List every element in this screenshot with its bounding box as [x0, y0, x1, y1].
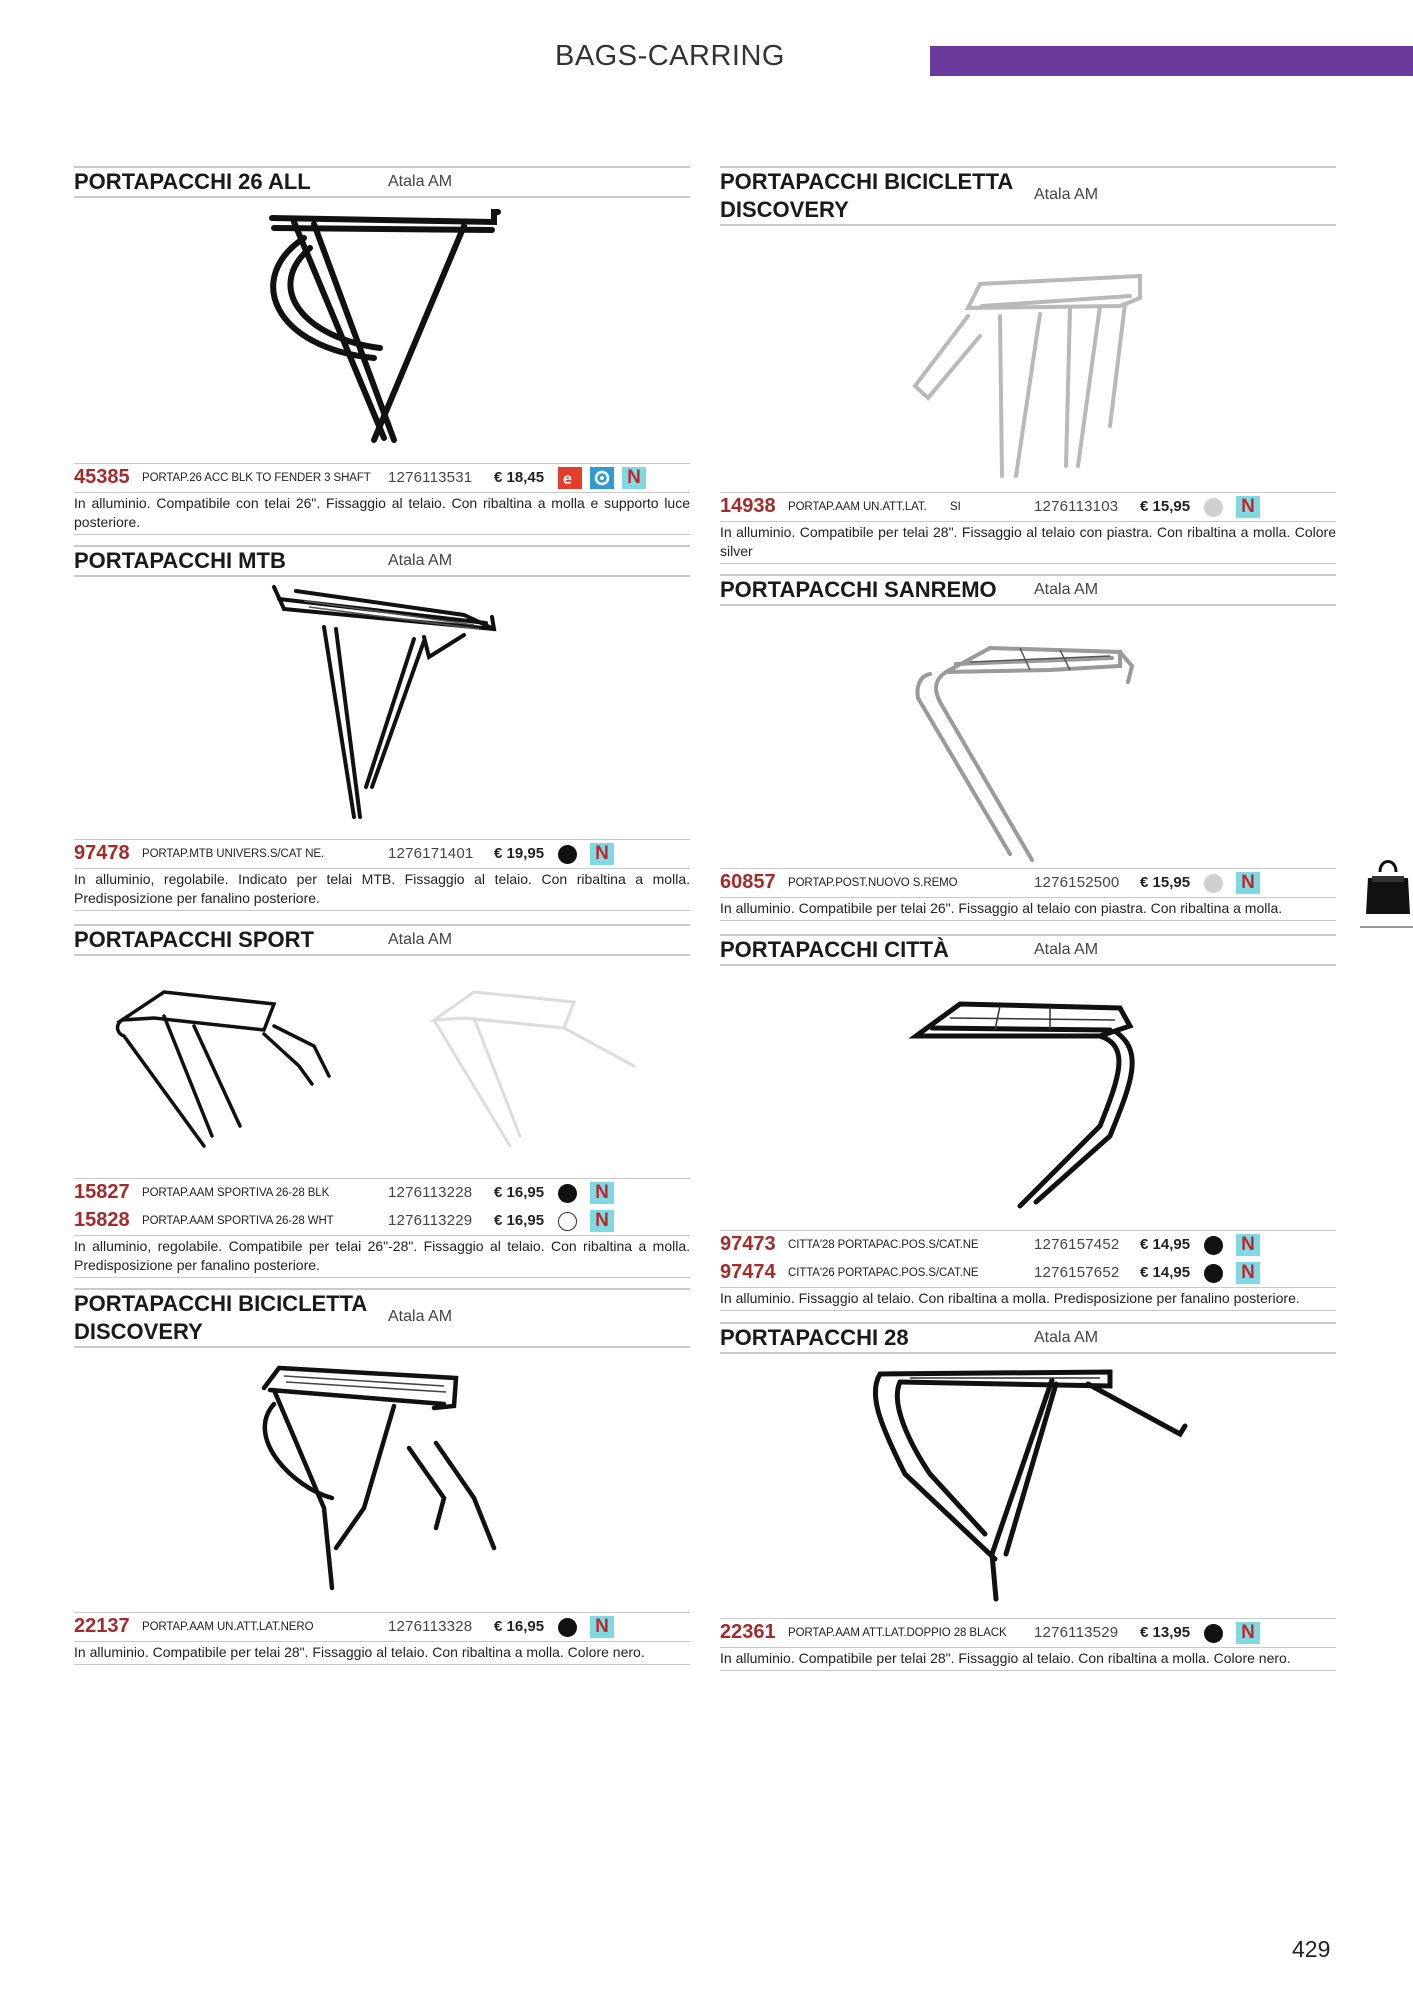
section-title: PORTAPACCHI SPORT — [74, 927, 314, 952]
page-number: 429 — [1292, 1936, 1331, 1962]
product-code: 22137 — [74, 1615, 130, 1637]
section-brand: Atala AM — [1034, 1329, 1099, 1346]
rack-image — [74, 956, 690, 1178]
product-description: In alluminio. Compatibile per telai 28". Fissaggio al telaio. Con ribaltina a molla. Colore nero. — [74, 1641, 690, 1665]
new-badge: N — [590, 1210, 614, 1232]
section-title-line1: PORTAPACCHI BICICLETTA — [74, 1291, 368, 1316]
rack-image — [720, 226, 1336, 492]
product-name: CITTA'26 PORTAPAC.POS.S/CAT.NE — [788, 1267, 979, 1279]
color-silver-swatch — [1204, 874, 1223, 893]
product-image — [74, 198, 690, 463]
new-badge: N — [1236, 496, 1260, 518]
product-ean: 1276113531 — [388, 469, 473, 486]
product-name: CITTA'28 PORTAPAC.POS.S/CAT.NE — [788, 1239, 979, 1251]
section-portapacchi-26-all — [74, 166, 690, 535]
new-badge: N — [1236, 1234, 1260, 1256]
product-name: PORTAP.AAM ATT.LAT.DOPPIO 28 BLACK — [788, 1627, 1007, 1639]
section-title: PORTAPACCHI 26 ALL — [74, 169, 311, 194]
section-portapacchi-citta — [720, 934, 1336, 1311]
product-name: PORTAP.AAM UN.ATT.LAT. — [788, 501, 927, 513]
section-header — [720, 574, 1336, 606]
color-silver-swatch — [1204, 498, 1223, 517]
product-price: € 15,95 — [1140, 874, 1191, 891]
product-price: € 14,95 — [1140, 1236, 1191, 1253]
product-row[interactable] — [720, 868, 1336, 897]
product-row[interactable] — [74, 839, 690, 868]
product-description: In alluminio. Compatibile per telai 28". Fissaggio al telaio con piastra. Con ribaltina a molla. Colore silver — [720, 521, 1336, 564]
product-ean: 1276157452 — [1034, 1236, 1120, 1253]
new-badge: N — [1236, 1262, 1260, 1284]
section-brand: Atala AM — [388, 1308, 453, 1325]
section-header — [74, 1288, 690, 1348]
product-code: 97473 — [720, 1233, 776, 1255]
page-header-title: BAGS-CARRING — [555, 40, 785, 72]
product-image — [720, 606, 1336, 868]
product-row[interactable] — [74, 1207, 690, 1235]
product-price: € 13,95 — [1140, 1624, 1191, 1641]
product-price: € 16,95 — [494, 1212, 545, 1229]
product-description: In alluminio. Fissaggio al telaio. Con ribaltina a molla. Predisposizione per fanalino posteriore. — [720, 1287, 1336, 1311]
section-portapacchi-sanremo — [720, 574, 1336, 921]
product-code: 97474 — [720, 1261, 776, 1283]
product-price: € 16,95 — [494, 1184, 545, 1201]
product-ean: 1276113328 — [388, 1618, 473, 1635]
rack-image — [720, 1354, 1336, 1618]
svg-text:e: e — [563, 471, 572, 488]
product-ean: 1276152500 — [1034, 874, 1120, 891]
section-header — [74, 924, 690, 956]
section-portapacchi-mtb — [74, 545, 690, 911]
section-header — [74, 545, 690, 577]
product-name: PORTAP.POST.NUOVO S.REMO — [788, 877, 958, 889]
product-description: In alluminio, regolabile. Compatibile per telai 26"-28". Fissaggio al telaio. Con ribaltina a molla. Predisposizione per fanalino posteriore. — [74, 1235, 690, 1278]
product-price: € 18,45 — [494, 469, 545, 486]
product-description: In alluminio. Compatibile con telai 26". Fissaggio al telaio. Con ribaltina a molla e supporto luce posteriore. — [74, 492, 690, 535]
new-badge: N — [590, 1182, 614, 1204]
color-black-swatch — [558, 845, 577, 864]
rack-image — [720, 606, 1336, 868]
header-accent-bar — [930, 46, 1413, 76]
section-brand: Atala AM — [388, 931, 453, 948]
category-side-tab[interactable] — [1360, 848, 1413, 928]
section-brand: Atala AM — [388, 173, 453, 190]
section-brand: Atala AM — [1034, 186, 1099, 203]
rack-image — [720, 966, 1336, 1230]
product-row[interactable] — [720, 492, 1336, 521]
new-badge: N — [622, 467, 646, 489]
product-image — [74, 1348, 690, 1612]
color-black-swatch — [558, 1618, 577, 1637]
handbag-icon — [1360, 848, 1413, 926]
new-badge: N — [1236, 872, 1260, 894]
product-row[interactable] — [720, 1230, 1336, 1259]
product-row[interactable] — [74, 1178, 690, 1207]
color-black-swatch — [1204, 1264, 1223, 1283]
section-portapacchi-sport — [74, 924, 690, 1278]
product-ean: 1276113529 — [1034, 1624, 1119, 1641]
product-code: 22361 — [720, 1621, 776, 1643]
product-code: 14938 — [720, 495, 776, 517]
new-badge: N — [590, 843, 614, 865]
product-price: € 15,95 — [1140, 498, 1191, 515]
section-brand: Atala AM — [388, 552, 453, 569]
product-image — [720, 966, 1336, 1230]
product-name: PORTAP.AAM UN.ATT.LAT.NERO — [142, 1621, 314, 1633]
product-image — [74, 956, 690, 1178]
section-title-line1: PORTAPACCHI BICICLETTA — [720, 169, 1014, 194]
product-ean: 1276113103 — [1034, 498, 1119, 515]
product-price: € 16,95 — [494, 1618, 545, 1635]
product-image — [720, 1354, 1336, 1618]
product-code: 45385 — [74, 466, 130, 488]
section-portapacchi-discovery-silver — [720, 166, 1336, 564]
gear-icon — [590, 467, 614, 489]
product-code: 15828 — [74, 1209, 130, 1231]
color-black-swatch — [1204, 1236, 1223, 1255]
color-white-swatch — [558, 1212, 577, 1231]
product-ean: 1276113229 — [388, 1212, 473, 1229]
product-row[interactable] — [74, 463, 690, 492]
section-title: PORTAPACCHI SANREMO — [720, 577, 997, 602]
product-description: In alluminio. Compatibile per telai 28". Fissaggio al telaio. Con ribaltina a molla. Colore nero. — [720, 1647, 1336, 1671]
product-ean: 1276171401 — [388, 845, 474, 862]
product-code: 60857 — [720, 871, 776, 893]
rack-image — [74, 1348, 690, 1612]
section-brand: Atala AM — [1034, 941, 1099, 958]
product-row[interactable] — [720, 1618, 1336, 1647]
e-bike-icon — [558, 467, 582, 489]
rack-image — [74, 577, 690, 839]
product-code: 15827 — [74, 1181, 130, 1203]
section-header — [720, 934, 1336, 966]
product-description: In alluminio, regolabile. Indicato per telai MTB. Fissaggio al telaio. Con ribaltina a molla. Predisposizione per fanalino posteriore. — [74, 868, 690, 911]
section-title: PORTAPACCHI CITTÀ — [720, 937, 949, 962]
product-image — [720, 226, 1336, 492]
product-name: PORTAP.26 ACC BLK TO FENDER 3 SHAFT — [142, 472, 371, 484]
product-code: 97478 — [74, 842, 130, 864]
product-name: PORTAP.AAM SPORTIVA 26-28 BLK — [142, 1187, 330, 1199]
product-ean: 1276157652 — [1034, 1264, 1120, 1281]
section-portapacchi-discovery-black — [74, 1288, 690, 1665]
new-badge: N — [590, 1616, 614, 1638]
product-price: € 14,95 — [1140, 1264, 1191, 1281]
new-badge: N — [1236, 1622, 1260, 1644]
product-image — [74, 577, 690, 839]
section-title: PORTAPACCHI MTB — [74, 548, 286, 573]
section-title-line2: DISCOVERY — [74, 1319, 203, 1344]
color-black-swatch — [1204, 1624, 1223, 1643]
section-header — [720, 1322, 1336, 1354]
product-ean: 1276113228 — [388, 1184, 473, 1201]
product-description: In alluminio. Compatibile per telai 26". Fissaggio al telaio con piastra. Con ribaltina a molla. — [720, 897, 1336, 921]
product-name: PORTAP.MTB UNIVERS.S/CAT NE. — [142, 848, 325, 860]
section-header — [720, 166, 1336, 226]
section-header — [74, 166, 690, 198]
section-title-line2: DISCOVERY — [720, 197, 849, 222]
section-brand: Atala AM — [1034, 581, 1099, 598]
color-black-swatch — [558, 1184, 577, 1203]
rack-image — [74, 198, 690, 463]
product-row[interactable] — [720, 1259, 1336, 1287]
section-title: PORTAPACCHI 28 — [720, 1325, 909, 1350]
section-portapacchi-28 — [720, 1322, 1336, 1671]
product-price: € 19,95 — [494, 845, 545, 862]
product-name: PORTAP.AAM SPORTIVA 26-28 WHT — [142, 1215, 334, 1227]
product-row[interactable] — [74, 1612, 690, 1641]
product-name-suffix: SI — [950, 501, 961, 513]
